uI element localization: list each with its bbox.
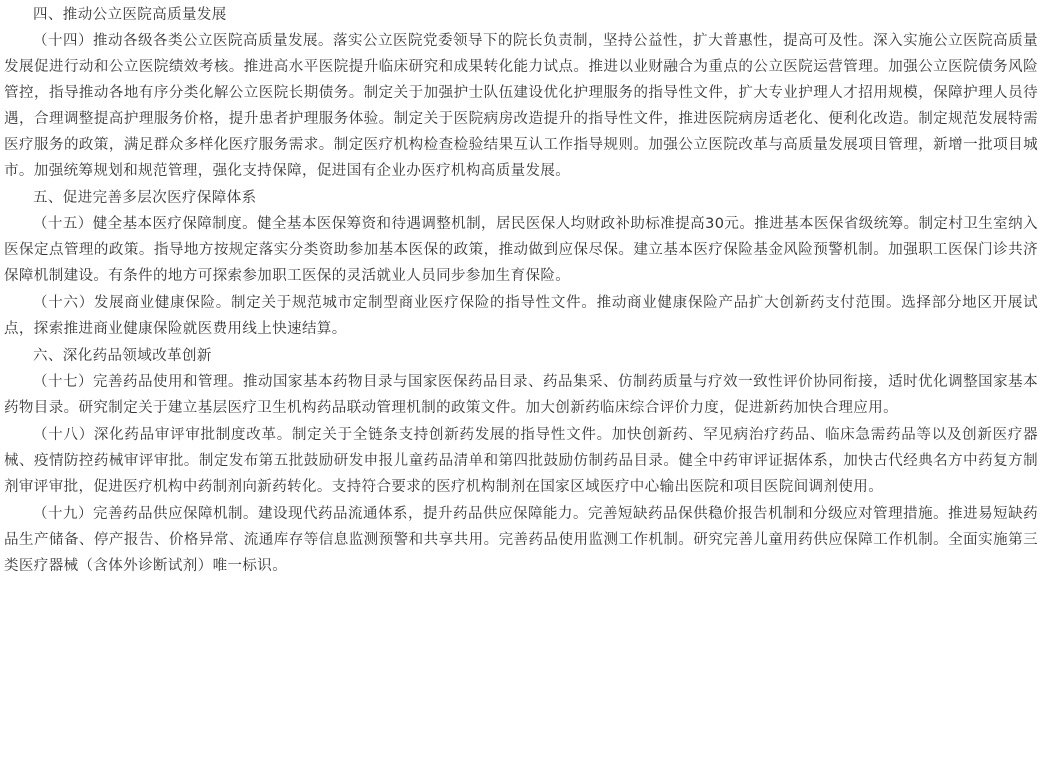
section-heading-5: 五、促进完善多层次医疗保障体系 [33,190,257,206]
paragraph-18: （十八）深化药品审评审批制度改革。制定关于全链条支持创新药发展的指导性文件。加快创新药、罕见病治疗药品、临床急需药品等以及创新医疗器械、疫情防控药械审评审批。制定发布第五批鼓励研发申报儿童药品清单和第四批鼓励仿制药品目录。健全中药审评证据体系，加快古代经典名方中药复方制剂审评审批，促进医疗机构中药制剂向新药转化。支持符合要求的医疗机构制剂在国家区域医疗中心输出医院和项目医院间调剂使用。 [4,427,1038,495]
section-heading-6: 六、深化药品领域改革创新 [33,348,212,364]
paragraph-17: （十七）完善药品使用和管理。推动国家基本药物目录与国家医保药品目录、药品集采、仿制药质量与疗效一致性评价协同衔接，适时优化调整国家基本药物目录。研究制定关于建立基层医疗卫生机构药品联动管理机制的政策文件。加大创新药临床综合评价力度，促进新药加快合理应用。 [4,374,1038,416]
paragraph-14: （十四）推动各级各类公立医院高质量发展。落实公立医院党委领导下的院长负责制，坚持公益性，扩大普惠性，提高可及性。深入实施公立医院高质量发展促进行动和公立医院绩效考核。推进高水平医院提升临床研究和成果转化能力试点。推进以业财融合为重点的公立医院运营管理。加强公立医院债务风险管控，指导推动各地有序分类化解公立医院长期债务。制定关于加强护士队伍建设优化护理服务的指导性文件，扩大专业护理人才招用规模，保障护理人员待遇，合理调整提高护理服务价格，提升患者护理服务体验。制定关于医院病房改造提升的指导性文件，推进医院病房适老化、便利化改造。制定规范发展特需医疗服务的政策，满足群众多样化医疗服务需求。制定医疗机构检查检验结果互认工作指导规则。加强公立医院改革与高质量发展项目管理，新增一批项目城市。加强统筹规划和规范管理，强化支持保障，促进国有企业办医疗机构高质量发展。 [4,33,1038,179]
paragraph-16: （十六）发展商业健康保险。制定关于规范城市定制型商业医疗保险的指导性文件。推动商业健康保险产品扩大创新药支付范围。选择部分地区开展试点，探索推进商业健康保险就医费用线上快速结算。 [4,295,1038,337]
paragraph-15: （十五）健全基本医疗保障制度。健全基本医保筹资和待遇调整机制，居民医保人均财政补助标准提高30元。推进基本医保省级统筹。制定村卫生室纳入医保定点管理的政策。指导地方按规定落实分类资助参加基本医保的政策，推动做到应保尽保。建立基本医疗保险基金风险预警机制。加强职工医保门诊共济保障机制建设。有条件的地方可探索参加职工医保的灵活就业人员同步参加生育保险。 [4,216,1038,284]
section-heading-4: 四、推动公立医院高质量发展 [33,7,227,23]
paragraph-19: （十九）完善药品供应保障机制。建设现代药品流通体系，提升药品供应保障能力。完善短缺药品保供稳价报告机制和分级应对管理措施。推进易短缺药品生产储备、停产报告、价格异常、流通库存等信息监测预警和共享共用。完善药品使用监测工作机制。研究完善儿童用药供应保障工作机制。全面实施第三类医疗器械（含体外诊断试剂）唯一标识。 [4,506,1038,574]
